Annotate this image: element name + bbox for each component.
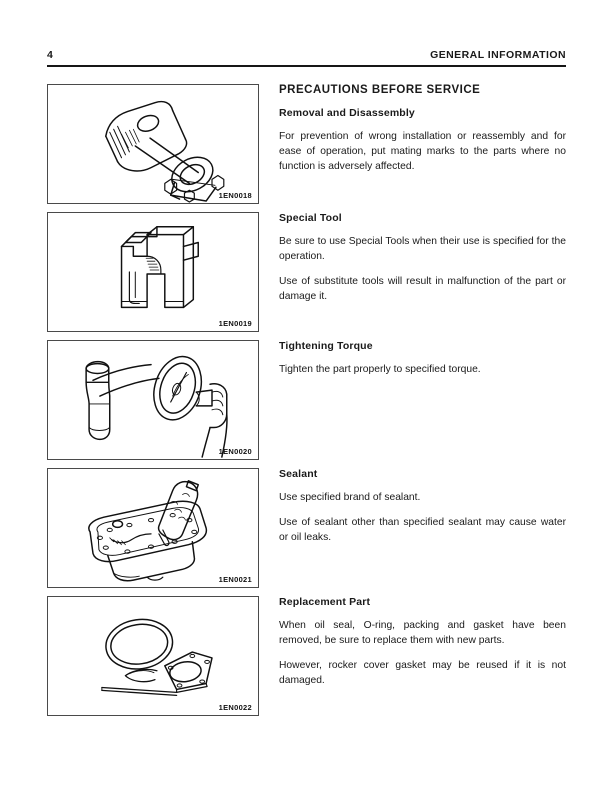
paragraph-tightening-torque-1: Tighten the part properly to specified torque. bbox=[279, 364, 481, 376]
page-number: 4 bbox=[47, 49, 54, 61]
figure-code: 1EN0020 bbox=[218, 447, 252, 456]
paragraph-replacement-part-1: When oil seal, O-ring, packing and gasket have been removed, be sure to replace them with new parts. bbox=[279, 620, 566, 647]
paragraph-special-tool-1: Be sure to use Special Tools when their use is specified for the operation. bbox=[279, 236, 566, 263]
heading-removal: Removal and Disassembly bbox=[279, 106, 415, 119]
figure-code: 1EN0018 bbox=[218, 191, 252, 200]
figure-code: 1EN0019 bbox=[218, 319, 252, 328]
text-block-special-tool bbox=[279, 212, 566, 304]
figure-sealant-application bbox=[47, 468, 259, 588]
paragraph-sealant-1: Use specified brand of sealant. bbox=[279, 492, 421, 504]
text-block-removal bbox=[279, 84, 566, 174]
paragraph-replacement-part-2: However, rocker cover gasket may be reused if it is not damaged. bbox=[279, 660, 566, 687]
header-divider bbox=[47, 65, 566, 67]
torque-wrench-illustration bbox=[48, 341, 258, 459]
piston-connecting-rod-illustration bbox=[48, 85, 258, 203]
page-header bbox=[47, 50, 566, 61]
running-head: GENERAL INFORMATION bbox=[430, 49, 566, 61]
figure-code: 1EN0021 bbox=[218, 575, 252, 584]
page-title: PRECAUTIONS BEFORE SERVICE bbox=[279, 84, 481, 96]
special-tool-illustration bbox=[48, 213, 258, 331]
heading-sealant: Sealant bbox=[279, 468, 318, 480]
figure-special-tool bbox=[47, 212, 259, 332]
figure-piston-connecting-rod bbox=[47, 84, 259, 204]
text-block-sealant bbox=[279, 468, 566, 545]
text-block-tightening-torque bbox=[279, 340, 566, 377]
gaskets-o-ring-plate-illustration bbox=[48, 597, 258, 715]
figure-torque-wrench bbox=[47, 340, 259, 460]
paragraph-removal-1: For prevention of wrong installation or reassembly and for ease of operation, put mating marks to the parts where no function is adversely affected. bbox=[279, 130, 566, 172]
text-block-replacement-part bbox=[279, 596, 566, 688]
paragraph-special-tool-2: Use of substitute tools will result in malfunction of the part or damage it. bbox=[279, 276, 566, 303]
oil-pan-sealant-illustration bbox=[48, 469, 258, 587]
heading-replacement-part: Replacement Part bbox=[279, 596, 371, 608]
figure-code: 1EN0022 bbox=[218, 703, 252, 712]
figure-replacement-parts bbox=[47, 596, 259, 716]
paragraph-sealant-2: Use of sealant other than specified sealant may cause water or oil leaks. bbox=[279, 517, 566, 544]
heading-tightening-torque: Tightening Torque bbox=[279, 340, 373, 352]
heading-special-tool: Special Tool bbox=[279, 212, 342, 224]
